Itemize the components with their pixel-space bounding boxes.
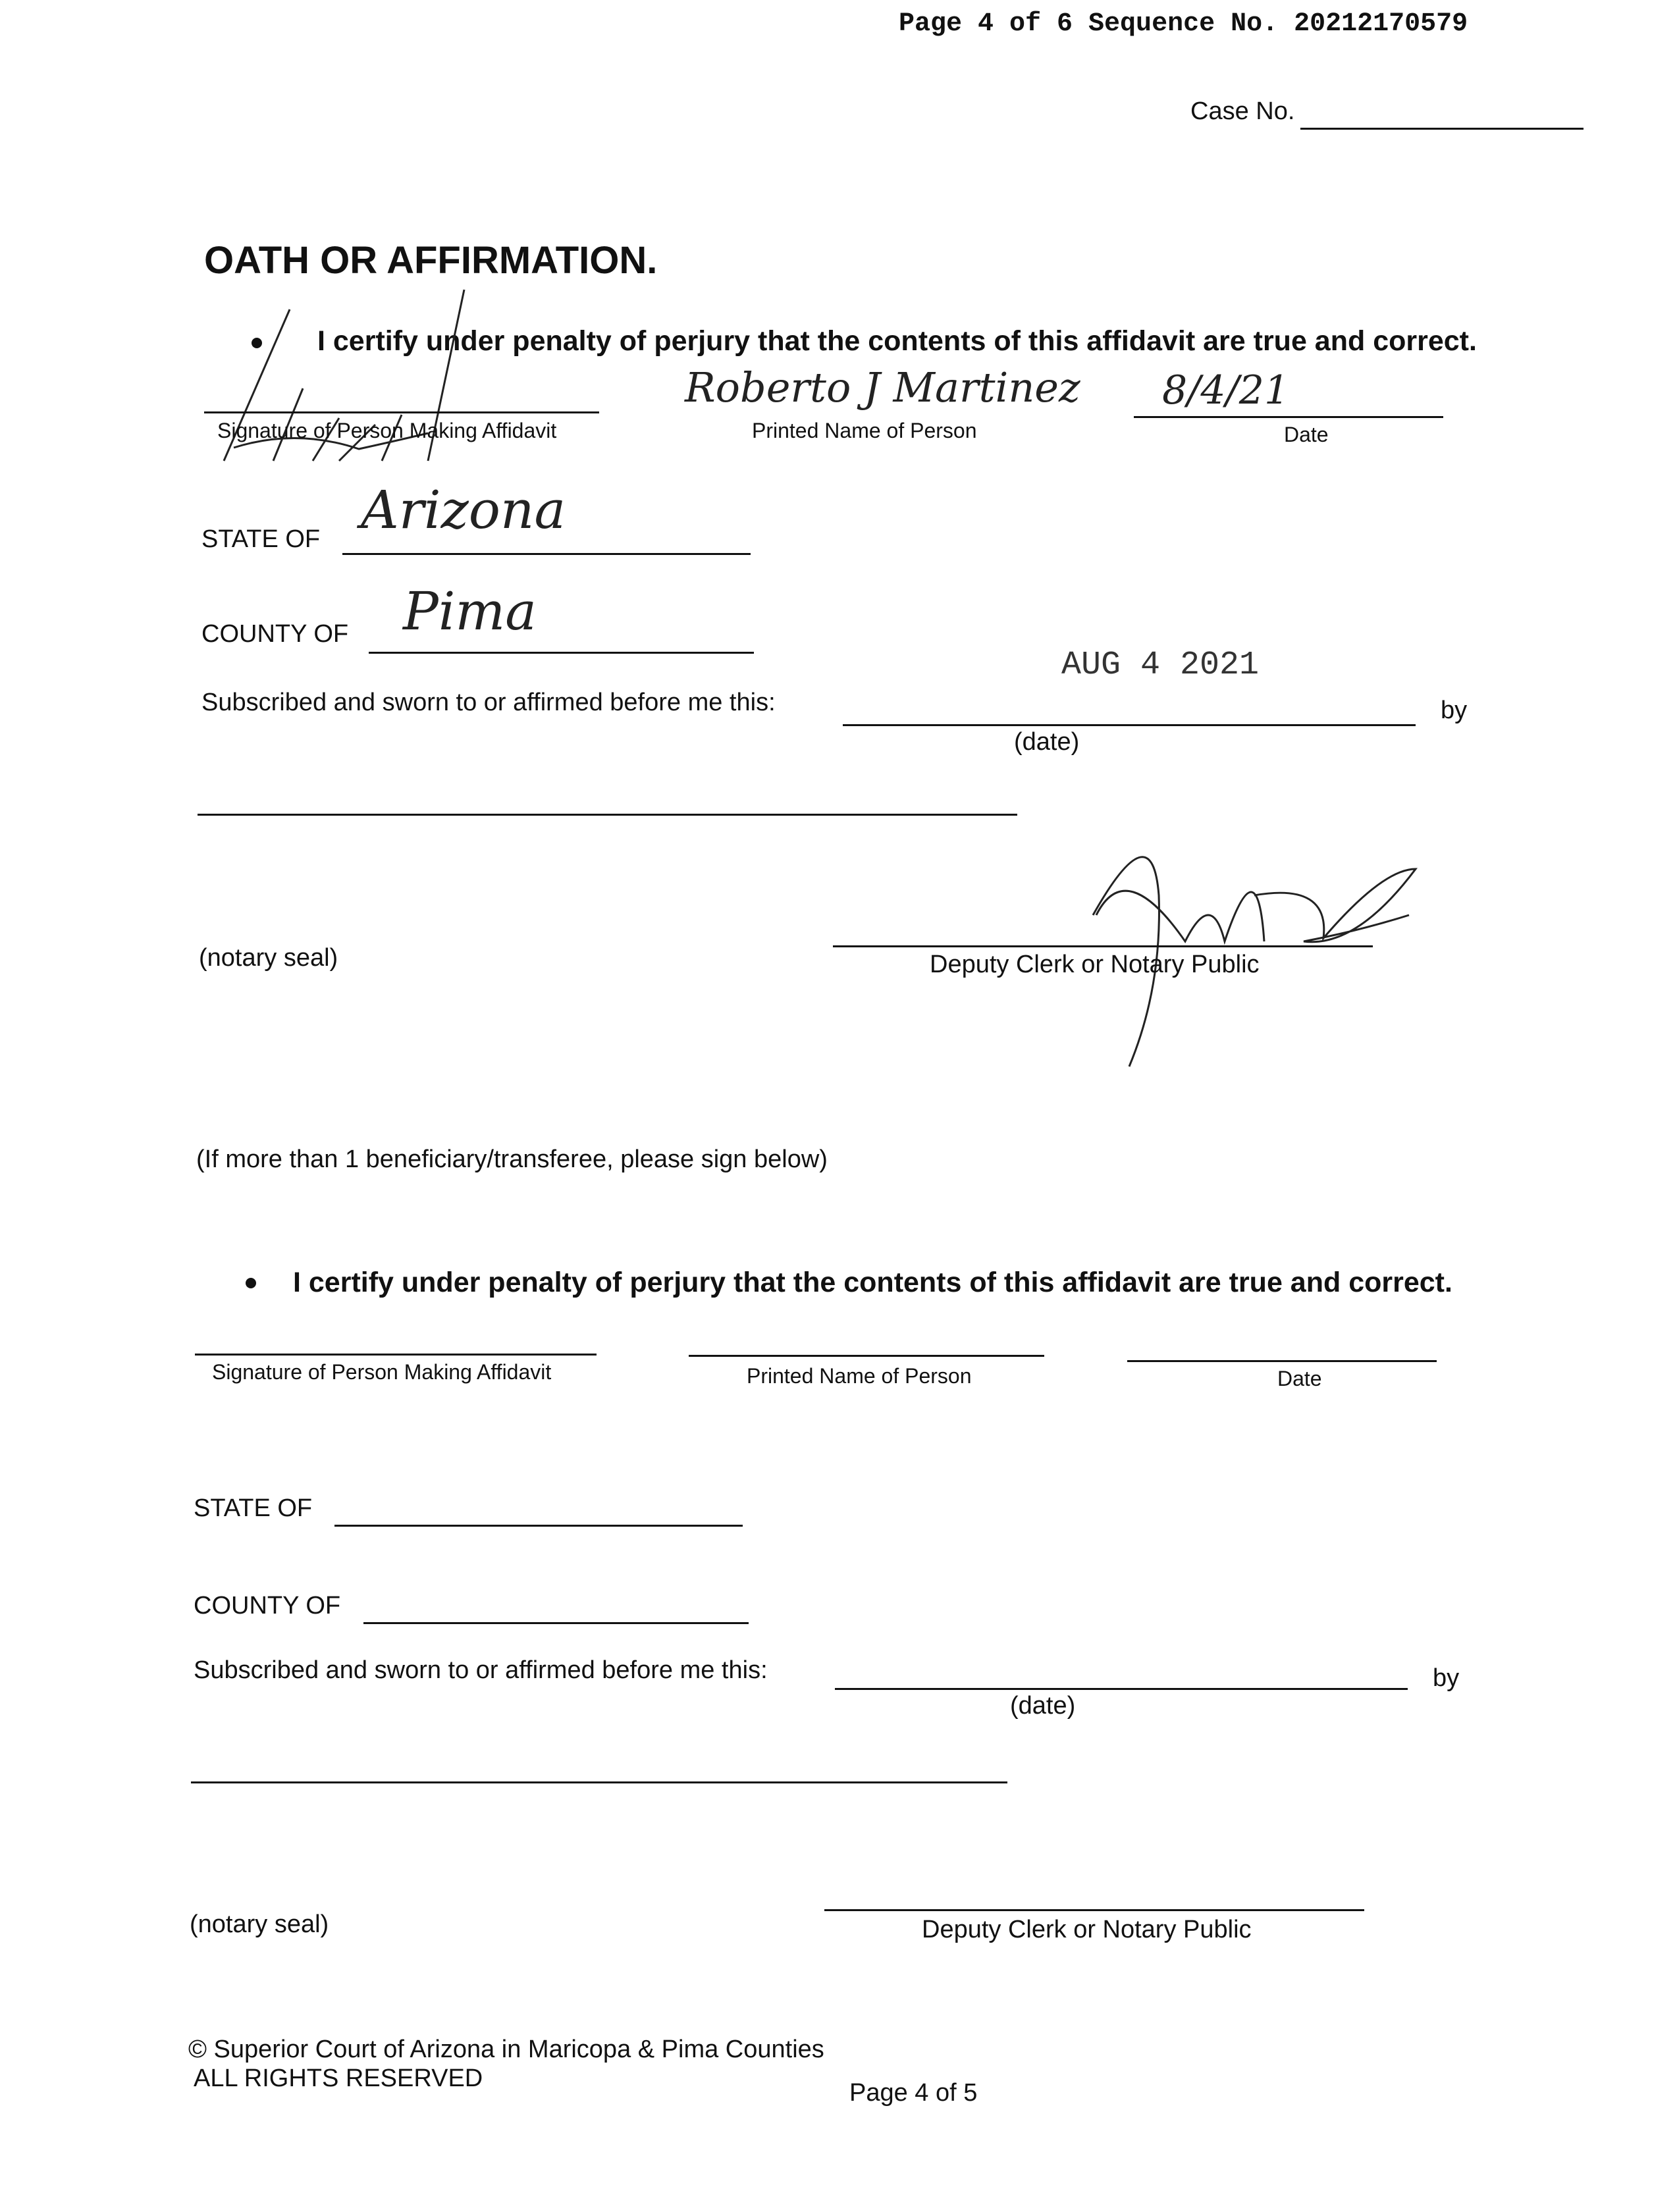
by-text-2: by — [1433, 1664, 1460, 1692]
by-text-1: by — [1441, 697, 1468, 724]
deputy-label-1: Deputy Clerk or Notary Public — [930, 951, 1260, 978]
subscribed-date-line-2[interactable] — [835, 1688, 1408, 1690]
case-no-line[interactable] — [1300, 128, 1584, 130]
deputy-label-2: Deputy Clerk or Notary Public — [922, 1916, 1252, 1943]
state-line-1[interactable] — [342, 553, 751, 555]
date-label-2: Date — [1277, 1367, 1322, 1390]
state-label-2: STATE OF — [194, 1494, 313, 1522]
signature-line-1[interactable] — [204, 411, 599, 413]
certify-statement-1: I certify under penalty of perjury that the contents of this affidavit are true and correct. — [317, 325, 1477, 357]
notary-seal-label-2: (notary seal) — [190, 1910, 329, 1938]
county-label-2: COUNTY OF — [194, 1592, 341, 1620]
subscribed-text-1: Subscribed and sworn to or affirmed before me this: — [201, 689, 776, 716]
page-title: OATH OR AFFIRMATION. — [204, 239, 658, 282]
certify-statement-2: I certify under penalty of perjury that the contents of this affidavit are true and correct. — [293, 1267, 1452, 1298]
notary-seal-label-1: (notary seal) — [199, 944, 338, 972]
signature-label-1: Signature of Person Making Affidavit — [217, 419, 557, 442]
date-line-2[interactable] — [1127, 1360, 1437, 1362]
additional-beneficiary-instruction: (If more than 1 beneficiary/transferee, please sign below) — [196, 1146, 828, 1173]
state-label-1: STATE OF — [201, 525, 321, 553]
date-caption-1: (date) — [1014, 728, 1080, 756]
date-line-1[interactable] — [1134, 416, 1443, 418]
county-line-2[interactable] — [363, 1622, 749, 1624]
printed-name-label-2: Printed Name of Person — [747, 1364, 972, 1388]
county-label-1: COUNTY OF — [201, 620, 349, 648]
deputy-line-1[interactable] — [833, 945, 1373, 947]
bullet-icon — [246, 1278, 256, 1288]
deputy-line-2[interactable] — [824, 1909, 1364, 1911]
printed-name-label-1: Printed Name of Person — [752, 419, 977, 442]
subscribed-text-2: Subscribed and sworn to or affirmed before me this: — [194, 1656, 768, 1684]
signature-line-2[interactable] — [195, 1354, 597, 1356]
signature-label-2: Signature of Person Making Affidavit — [212, 1360, 552, 1384]
printed-name-line-2[interactable] — [689, 1355, 1044, 1357]
page-sequence-header: Page 4 of 6 Sequence No. 20212170579 — [899, 9, 1468, 39]
notary-signature-scribble — [988, 816, 1449, 1080]
copyright-notice: © Superior Court of Arizona in Maricopa & Pima Counties — [188, 2036, 824, 2063]
handwritten-date: 8/4/21 — [1162, 367, 1290, 413]
subscribed-date-line-1[interactable] — [843, 724, 1416, 726]
affiant-name-line-1[interactable] — [198, 814, 1017, 816]
state-line-2[interactable] — [334, 1525, 743, 1527]
affiant-name-line-2[interactable] — [191, 1781, 1007, 1783]
case-no-label: Case No. — [1190, 97, 1295, 125]
date-label-1: Date — [1284, 423, 1329, 446]
signature-scribble-1 — [204, 283, 533, 474]
rights-reserved: ALL RIGHTS RESERVED — [194, 2065, 483, 2092]
county-handwritten-value: Pima — [403, 581, 537, 642]
date-caption-2: (date) — [1010, 1692, 1076, 1720]
state-handwritten-value: Arizona — [361, 479, 566, 540]
handwritten-printed-name: Roberto J Martinez — [685, 363, 1080, 411]
notary-stamp-date: AUG 4 2021 — [1061, 646, 1260, 684]
county-line-1[interactable] — [369, 652, 754, 654]
footer-page-number: Page 4 of 5 — [849, 2079, 978, 2107]
